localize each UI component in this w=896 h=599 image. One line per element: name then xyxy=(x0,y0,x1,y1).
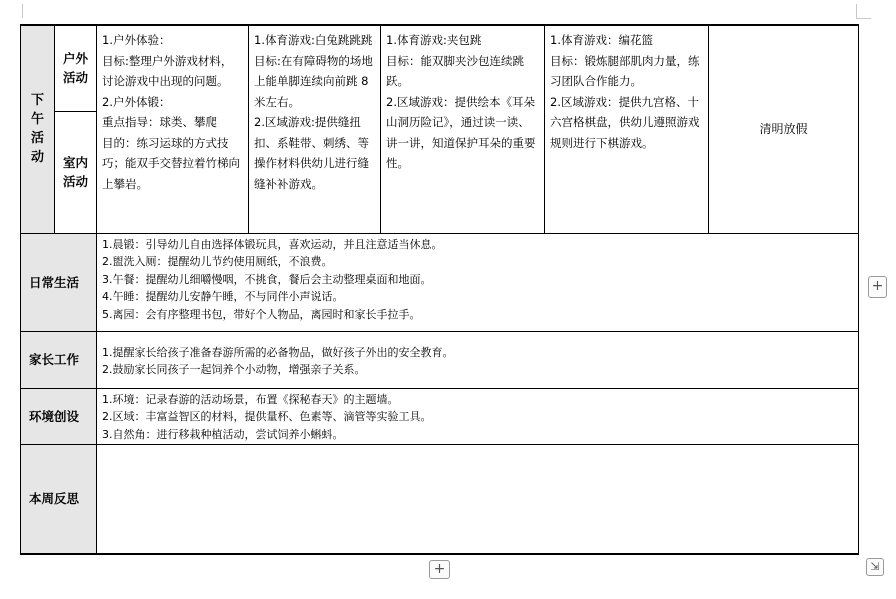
cell-line: 2.区域游戏:提供缝扭扣、系鞋带、刺绣、等操作材料供幼儿进行缝缝补补游戏。 xyxy=(254,115,369,191)
list-item: 1.环境：记录春游的活动场景，布置《探秘春天》的主题墙。 xyxy=(102,392,399,406)
afternoon-label-char: 下 xyxy=(30,93,44,109)
list-item: 1.提醒家长给孩子准备春游所需的必备物品，做好孩子外出的安全教育。 xyxy=(102,345,454,359)
weekly-plan-table xyxy=(20,24,859,555)
indoor-label-line: 室内 xyxy=(62,155,88,170)
outdoor-label-line: 活动 xyxy=(62,70,88,86)
afternoon-label-char: 午 xyxy=(30,112,44,128)
parent-work-cell[interactable] xyxy=(97,331,859,388)
environment-header: 环境创设 xyxy=(21,388,97,444)
list-item: 2.鼓励家长同孩子一起饲养个小动物，增强亲子关系。 xyxy=(102,363,366,376)
afternoon-label-char: 动 xyxy=(30,150,44,166)
cell-line: 目标:在有障碍物的场地上能单脚连续向前跳 8 米左右。 xyxy=(254,53,373,109)
wednesday-afternoon-cell[interactable] xyxy=(381,25,545,233)
list-item: 2.区域：丰富益智区的材料，提供量杯、色素等、滴管等实验工具。 xyxy=(102,410,432,423)
daily-life-header: 日常生活 xyxy=(21,233,97,331)
daily-life-cell[interactable] xyxy=(97,233,859,331)
add-row-button[interactable]: + xyxy=(429,560,450,579)
cell-line: 目的：练习运球的方式技巧；能双手交替拉着竹梯向上攀岩。 xyxy=(102,135,240,191)
add-column-button[interactable]: + xyxy=(868,276,887,298)
environment-cell[interactable] xyxy=(97,388,859,444)
cell-line: 2.区域游戏：提供九宫格、十六宫格棋盘，供幼儿遵照游戏规则进行下棋游戏。 xyxy=(550,94,700,150)
cell-line: 1.体育游戏:夹包跳 xyxy=(386,33,482,47)
cell-line: 目标:整理户外游戏材料，讨论游戏中出现的问题。 xyxy=(102,53,233,88)
friday-afternoon-cell[interactable] xyxy=(709,25,859,233)
page-corner-mark-left xyxy=(18,4,23,18)
outdoor-activity-header xyxy=(55,25,97,111)
thursday-afternoon-cell[interactable] xyxy=(545,25,709,233)
cell-line: 目标：能双脚夹沙包连续跳跃。 xyxy=(386,53,524,88)
list-item: 4.午睡：提醒幼儿安静午睡，不与同伴小声说话。 xyxy=(102,290,344,303)
cell-line: 1.体育游戏：编花篮 xyxy=(550,33,653,47)
cell-line: 2.户外体锻： xyxy=(102,94,171,109)
holiday-text: 清明放假 xyxy=(759,121,808,136)
cell-line: 2.区域游戏：提供绘本《耳朵山洞历险记》，通过读一读、讲一讲，知道保护耳朵的重要性。 xyxy=(386,94,536,170)
list-item: 3.午餐：提醒幼儿细嚼慢咽，不挑食，餐后会主动整理桌面和地面。 xyxy=(102,272,432,286)
list-item: 1.晨锻：引导幼儿自由选择体锻玩具，喜欢运动，并且注意适当休息。 xyxy=(102,237,443,251)
list-item: 5.离园：会有序整理书包，带好个人物品，离园时和家长手拉手。 xyxy=(102,307,421,321)
table-resize-handle-icon[interactable]: ⇲ xyxy=(866,558,884,576)
cell-line: 1.户外体验： xyxy=(102,33,171,47)
cell-line: 目标：锻炼腿部肌肉力量，练习团队合作能力。 xyxy=(550,53,700,88)
indoor-label-line: 活动 xyxy=(62,174,88,189)
afternoon-activity-header xyxy=(21,25,55,233)
list-item: 2.盥洗入厕：提醒幼儿节约使用厕纸，不浪费。 xyxy=(102,255,333,268)
cell-line: 1.体育游戏:白兔跳跳跳 xyxy=(254,33,373,47)
tuesday-afternoon-cell[interactable] xyxy=(249,25,381,233)
monday-afternoon-cell[interactable] xyxy=(97,25,249,233)
reflection-cell[interactable] xyxy=(97,444,859,554)
list-item: 3.自然角：进行移栽种植活动，尝试饲养小蝌蚪。 xyxy=(102,427,344,441)
page-corner-mark-right xyxy=(856,4,871,19)
indoor-activity-header xyxy=(55,111,97,233)
cell-line: 重点指导：球类、攀爬 xyxy=(102,115,217,129)
parent-work-header: 家长工作 xyxy=(21,331,97,388)
outdoor-label-line: 户外 xyxy=(62,51,88,67)
reflection-header: 本周反思 xyxy=(21,444,97,554)
afternoon-label-char: 活 xyxy=(30,131,44,147)
